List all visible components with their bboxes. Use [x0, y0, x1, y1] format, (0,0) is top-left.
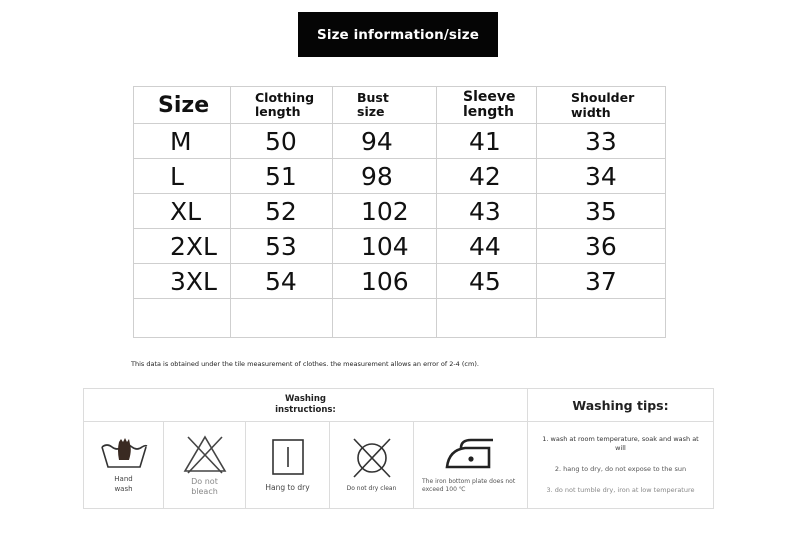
- no-dry-clean-icon: [349, 436, 395, 480]
- clothing-length-cell: 52: [231, 194, 333, 229]
- no-bleach-cell: [164, 422, 246, 509]
- no-bleach-label-2: bleach: [191, 487, 218, 496]
- header-clothing-length: [231, 87, 333, 124]
- header-bust-size: [333, 87, 437, 124]
- empty-cell: [333, 299, 437, 338]
- header-size: Size: [134, 87, 231, 124]
- size-cell: 2XL: [134, 229, 231, 264]
- empty-cell: [231, 299, 333, 338]
- table-row-empty: [134, 299, 666, 338]
- shoulder-width-cell: 33: [537, 124, 666, 159]
- washing-tips-cell: [528, 422, 714, 509]
- washing-tip-2: 2. hang to dry, do not expose to the sun: [554, 465, 687, 473]
- washing-tips-heading: Washing tips:: [528, 389, 714, 422]
- washing-table: [83, 388, 714, 509]
- page-title: Size information/size: [298, 12, 498, 57]
- washing-tip-3: 3. do not tumble dry, iron at low temperature: [546, 486, 695, 494]
- header-shoulder-width-line2: width: [571, 105, 611, 120]
- no-dry-clean-label: Do not dry clean: [346, 485, 397, 492]
- header-clothing-length-line2: length: [255, 104, 301, 119]
- empty-cell: [437, 299, 537, 338]
- size-cell: M: [134, 124, 231, 159]
- sleeve-length-cell: 42: [437, 159, 537, 194]
- header-sleeve-length: [437, 87, 537, 124]
- table-row: [134, 124, 666, 159]
- washing-instructions-title-1: Washing: [285, 394, 326, 404]
- table-row: [134, 194, 666, 229]
- shoulder-width-cell: 35: [537, 194, 666, 229]
- size-table: [133, 86, 666, 338]
- header-clothing-length-line1: Clothing: [255, 90, 315, 105]
- bust-size-cell: 102: [333, 194, 437, 229]
- hang-to-dry-cell: [246, 422, 330, 509]
- iron-icon: [441, 436, 501, 472]
- header-shoulder-width: [537, 87, 666, 124]
- header-sleeve-length-line2: length: [463, 104, 514, 120]
- clothing-length-cell: 50: [231, 124, 333, 159]
- hang-to-dry-label: Hang to dry: [265, 483, 310, 492]
- empty-cell: [537, 299, 666, 338]
- header-shoulder-width-line1: Shoulder: [571, 90, 635, 105]
- size-cell: 3XL: [134, 264, 231, 299]
- header-bust-size-line2: size: [357, 104, 385, 119]
- bust-size-cell: 106: [333, 264, 437, 299]
- hand-wash-cell: [84, 422, 164, 509]
- bust-size-cell: 94: [333, 124, 437, 159]
- washing-instructions-title-2: instructions:: [275, 405, 336, 415]
- shoulder-width-cell: 37: [537, 264, 666, 299]
- hand-wash-label-1: Hand: [114, 475, 133, 483]
- sleeve-length-cell: 43: [437, 194, 537, 229]
- empty-cell: [134, 299, 231, 338]
- measurement-note: This data is obtained under the tile measurement of clothes. the measurement allows an error of 2-4 (cm).: [131, 360, 479, 368]
- hand-wash-icon: [99, 436, 149, 470]
- sleeve-length-cell: 44: [437, 229, 537, 264]
- washing-header-row: [84, 389, 714, 422]
- table-row: [134, 229, 666, 264]
- bust-size-cell: 98: [333, 159, 437, 194]
- header-bust-size-line1: Bust: [357, 90, 389, 105]
- sleeve-length-cell: 41: [437, 124, 537, 159]
- washing-instructions-heading: [84, 389, 528, 422]
- size-cell: XL: [134, 194, 231, 229]
- iron-label-2: exceed 100 ℃: [422, 486, 466, 493]
- size-table-header-row: [134, 87, 666, 124]
- clothing-length-cell: 54: [231, 264, 333, 299]
- size-cell: L: [134, 159, 231, 194]
- washing-icons-row: [84, 422, 714, 509]
- washing-tip-1: 1. wash at room temperature, soak and wash at will: [542, 435, 699, 452]
- shoulder-width-cell: 36: [537, 229, 666, 264]
- no-bleach-label-1: Do not: [191, 477, 218, 486]
- table-row: [134, 264, 666, 299]
- table-row: [134, 159, 666, 194]
- hand-wash-label-2: wash: [114, 485, 133, 493]
- header-sleeve-length-line1: Sleeve: [463, 89, 516, 105]
- no-dry-clean-cell: [330, 422, 414, 509]
- iron-label-1: The iron bottom plate does not: [422, 478, 516, 485]
- clothing-length-cell: 53: [231, 229, 333, 264]
- iron-cell: [414, 422, 528, 509]
- shoulder-width-cell: 34: [537, 159, 666, 194]
- bust-size-cell: 104: [333, 229, 437, 264]
- no-bleach-icon: [182, 433, 228, 475]
- sleeve-length-cell: 45: [437, 264, 537, 299]
- clothing-length-cell: 51: [231, 159, 333, 194]
- hang-to-dry-icon: [270, 437, 306, 477]
